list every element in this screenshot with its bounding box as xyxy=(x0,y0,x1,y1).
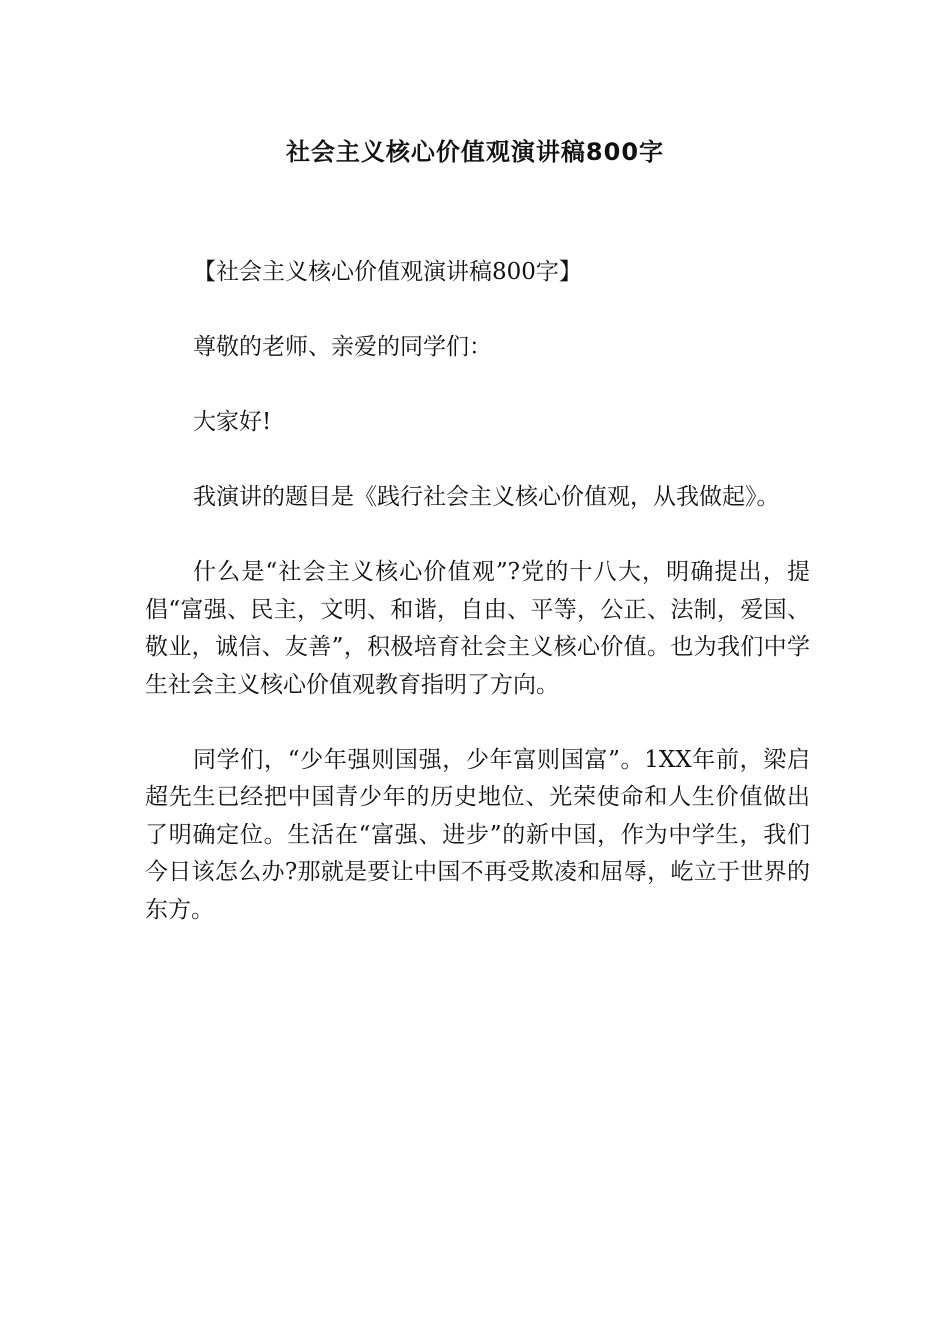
document-body xyxy=(145,254,810,967)
paragraph-core-values: 什么是“社会主义核心价值观”?党的十八大，明确提出，提倡“富强、民主，文明、和谐，自由、平等，公正、法制，爱国、敬业，诚信、友善”，积极培育社会主义核心价值。也为我们中学生社会主义核心价值观教育指明了方向。 xyxy=(145,559,810,698)
document-title: 社会主义核心价值观演讲稿800字 xyxy=(285,138,665,166)
paragraph-topic: 我演讲的题目是《践行社会主义核心价值观，从我做起》。 xyxy=(193,484,780,510)
paragraph-heading: 【社会主义核心价值观演讲稿800字】 xyxy=(193,259,582,285)
paragraph-greeting: 大家好! xyxy=(193,409,272,435)
paragraph-salutation: 尊敬的老师、亲爱的同学们： xyxy=(193,334,492,360)
paragraph-youth: 同学们，“少年强则国强，少年富则国富”。1XX年前，梁启超先生已经把中国青少年的历史地位、光荣使命和人生价值做出了明确定位。生活在“富强、进步”的新中国，作为中学生，我们今日该怎么办?那就是要让中国不再受欺凌和屈辱，屹立于世界的东方。 xyxy=(145,746,810,923)
